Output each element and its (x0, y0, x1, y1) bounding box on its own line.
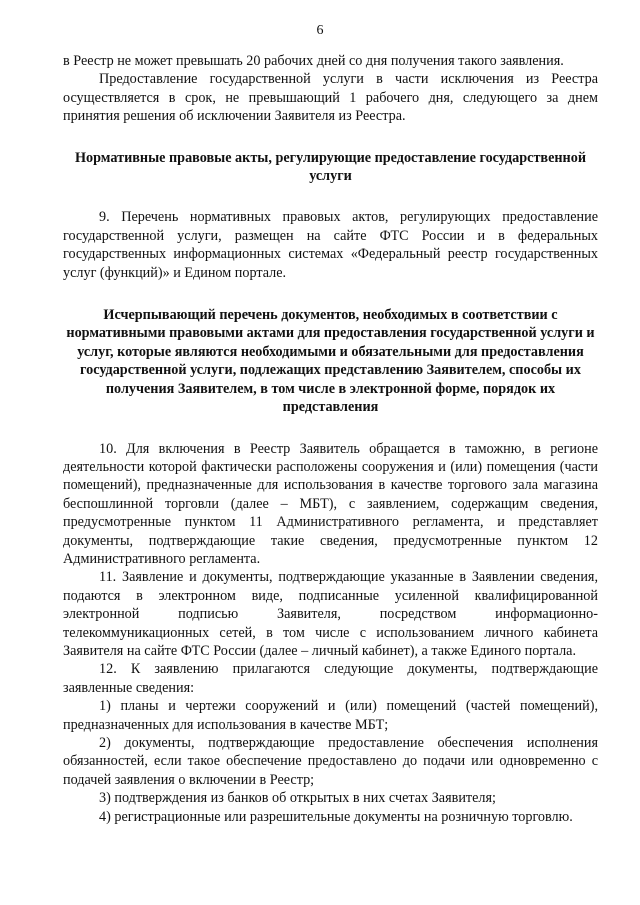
document-body (63, 52, 598, 826)
paragraph-continuation: в Реестр не может превышать 20 рабочих дней со дня получения такого заявления. (63, 53, 564, 69)
paragraph-exclusion-term: Предоставление государственной услуги в части исключения из Реестра осуществляется в срок, не превышающий 1 рабочего дня, следующего за днем принятия решения об исключении Заявителя из Реестра. (63, 71, 598, 125)
paragraph-item-10: 10. Для включения в Реестр Заявитель обращается в таможню, в регионе деятельности которой фактически расположены сооружения и (или) помещения (части помещений), предназначенные для использования в качестве торгового зала магазина беспошлинной торговли (далее – МБТ), с заявлением, содержащим сведения, предусмотренные пунктом 11 Административного регламента, и представляет документы, подтверждающие такие сведения, предусмотренные пунктом 12 Административного регламента. (63, 440, 598, 567)
section-heading-legal-acts: Нормативные правовые акты, регулирующие предоставление государственной услуги (75, 149, 586, 185)
paragraph-item-9: 9. Перечень нормативных правовых актов, регулирующих предоставление государственной услуги, размещен на сайте ФТС России и в федеральных государственных информационных системах «Федеральный реестр государственных услуг (функций)» и Едином портале. (63, 209, 598, 281)
section-heading-documents: Исчерпывающий перечень документов, необходимых в соответствии с нормативными правовыми актами для предоставления государственной услуги и услуг, которые являются необходимыми и обязательными для предоставления государственной услуги, подлежащих представлению Заявителем, способы их получения Заявителем, в том числе в электронной форме, порядок их представления (66, 307, 595, 416)
page-number: 6 (316, 23, 324, 38)
paragraph-item-12: 12. К заявлению прилагаются следующие документы, подтверждающие заявленные сведения: (63, 661, 598, 696)
list-item-4: 4) регистрационные или разрешительные документы на розничную торговлю. (99, 808, 573, 825)
paragraph-item-11: 11. Заявление и документы, подтверждающие указанные в Заявлении сведения, подаются в электронном виде, подписанные усиленной квалифицированной электронной подписью Заявителя, посредством информационно-телекоммуникационных сетей, в том числе с использованием личного кабинета Заявителя на сайте ФТС России (далее – личный кабинет), а также Единого портала. (63, 569, 598, 659)
list-item-3: 3) подтверждения из банков об открытых в них счетах Заявителя; (99, 790, 496, 807)
list-item-2: 2) документы, подтверждающие предоставление обеспечения исполнения обязанностей, если такое обеспечение предоставлено до подачи или одновременно с подачей заявления о включении в Реестр; (63, 735, 598, 788)
list-item-1: 1) планы и чертежи сооружений и (или) помещений (частей помещений), предназначенных для использования в качестве МБТ; (63, 698, 598, 733)
